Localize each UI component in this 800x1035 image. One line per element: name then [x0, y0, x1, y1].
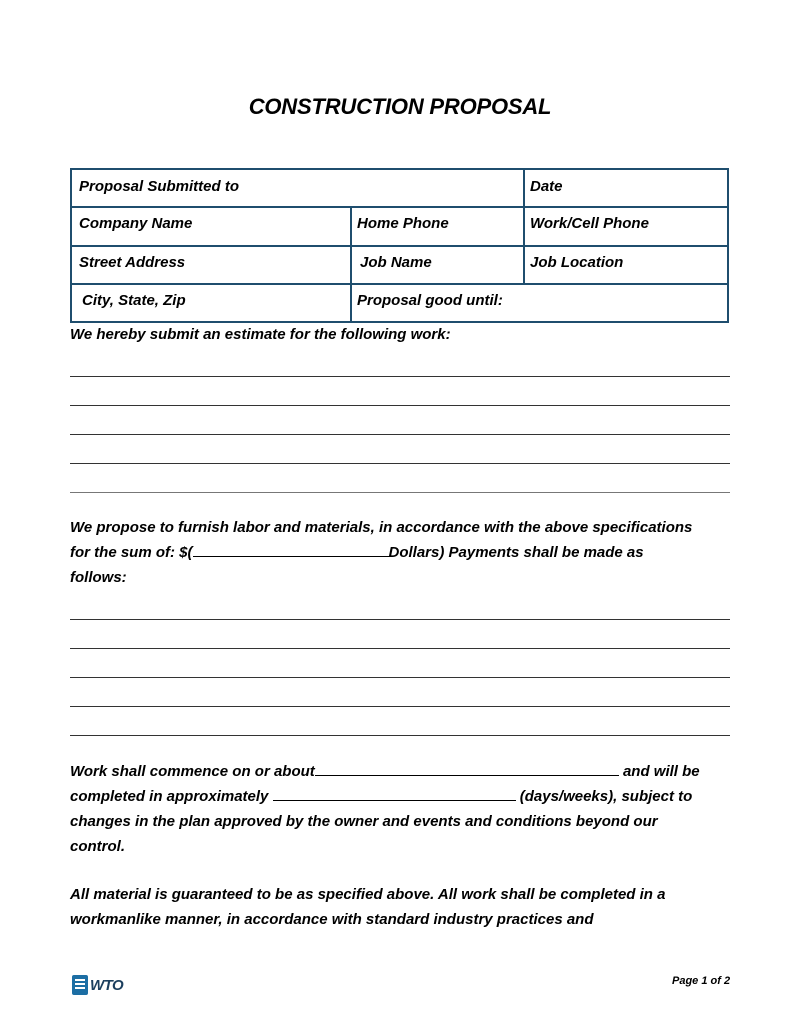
sum-suffix: Dollars) Payments shall be made as — [388, 544, 644, 561]
page-number: Page 1 of 2 — [672, 975, 731, 987]
document-icon — [72, 975, 88, 995]
commence-prefix: Work shall commence on or about — [70, 763, 315, 780]
work-cell-phone-field[interactable] — [523, 207, 729, 245]
duration-prefix: completed in approximately — [70, 788, 273, 805]
payment-terms-line[interactable] — [70, 735, 730, 736]
proposal-good-until-field[interactable] — [350, 284, 729, 323]
date-field[interactable] — [523, 170, 729, 206]
work-description-line[interactable] — [70, 434, 730, 435]
city-state-zip-field[interactable] — [75, 284, 350, 323]
estimate-intro-text: We hereby submit an estimate for the following work: — [70, 326, 451, 343]
wto-logo — [72, 975, 123, 995]
commence-date-blank[interactable] — [315, 761, 619, 776]
payment-terms-line[interactable] — [70, 677, 730, 678]
proposal-info-table — [70, 168, 729, 323]
payment-terms-line[interactable] — [70, 648, 730, 649]
material-line-2: workmanlike manner, in accordance with standard industry practices and — [70, 911, 594, 928]
commence-line-1 — [70, 759, 735, 784]
payment-terms-line[interactable] — [70, 706, 730, 707]
job-location-field[interactable] — [523, 246, 729, 283]
home-phone-field[interactable] — [350, 207, 523, 245]
home-phone-label: Home Phone — [357, 215, 449, 232]
proposal-good-until-label: Proposal good until: — [357, 292, 503, 309]
commence-paragraph — [70, 759, 735, 859]
duration-blank[interactable] — [273, 786, 516, 801]
date-label: Date — [530, 178, 563, 195]
sum-prefix: for the sum of: $( — [70, 544, 193, 561]
company-name-label: Company Name — [79, 215, 193, 232]
work-description-line[interactable] — [70, 463, 730, 464]
commence-line-4: control. — [70, 838, 125, 855]
job-name-label: Job Name — [360, 254, 432, 271]
company-name-field[interactable] — [72, 207, 350, 245]
material-line-1: All material is guaranteed to be as specified above. All work shall be completed in a — [70, 886, 666, 903]
job-name-field[interactable] — [353, 246, 523, 283]
work-cell-phone-label: Work/Cell Phone — [530, 215, 649, 232]
proposal-submitted-to-label: Proposal Submitted to — [79, 178, 240, 195]
commence-line-3: changes in the plan approved by the owner and events and conditions beyond our — [70, 813, 658, 830]
propose-paragraph — [70, 515, 735, 590]
commence-line-2 — [70, 784, 735, 809]
sum-amount-blank[interactable] — [193, 542, 389, 557]
job-location-label: Job Location — [530, 254, 624, 271]
proposal-submitted-to-field[interactable] — [72, 170, 523, 206]
work-description-line[interactable] — [70, 376, 730, 377]
propose-line-3: follows: — [70, 569, 127, 586]
street-address-field[interactable] — [72, 246, 350, 283]
city-state-zip-label: City, State, Zip — [82, 292, 186, 309]
logo-text: WTO — [90, 976, 124, 994]
propose-line-1: We propose to furnish labor and materials, in accordance with the above specifications — [70, 519, 693, 536]
commence-suffix: and will be — [618, 763, 700, 780]
document-title: CONSTRUCTION PROPOSAL — [248, 94, 552, 119]
work-description-line[interactable] — [70, 492, 730, 493]
material-paragraph — [70, 882, 735, 932]
work-description-line[interactable] — [70, 405, 730, 406]
duration-suffix: (days/weeks), subject to — [515, 788, 693, 805]
payment-terms-line[interactable] — [70, 619, 730, 620]
street-address-label: Street Address — [79, 254, 186, 271]
propose-line-2 — [70, 540, 735, 565]
